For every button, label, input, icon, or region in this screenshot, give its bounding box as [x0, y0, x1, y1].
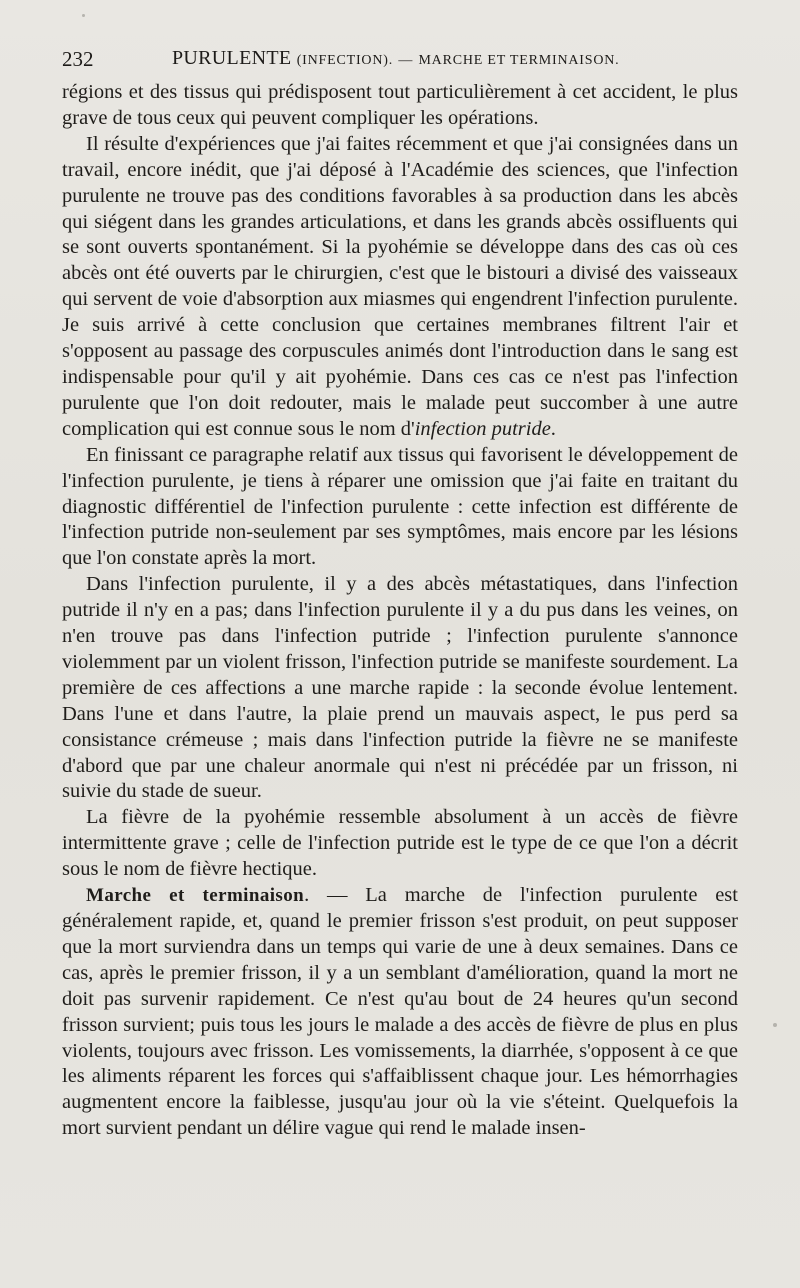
paragraph-text: .: [550, 417, 556, 440]
paragraph: [62, 572, 738, 805]
paragraph-text: . — La marche de l'infection purulente est généralement rapide, et, quand le premier frisson s'est produit, on peut supposer que la mort surviendra dans un temps qui varie de une à deux semaines. Dans ce cas, après le premier frisson, il y a un semblant d'amélioration, quand la mort ne doit pas survenir rapidement. Ce n'est qu'au bout de 24 heures qu'un second frisson survient; puis tous les jours le malade a des accès de fièvre de plus en plus violents, toujours avec frisson. Les vomissements, la diarrhée, s'opposent à ce que les aliments réparent les forces qui s'affaiblissent chaque jour. Les hémorrhagies augmentent encore la faiblesse, jusqu'au jour où la vie s'éteint. Quelquefois la mort survient pendant un délire vague qui rend le malade insen-: [62, 884, 738, 1140]
paragraph: [62, 132, 738, 443]
body-text: [62, 80, 738, 1142]
running-title-paren: (INFECTION).: [296, 53, 393, 68]
italic-term: infection putride: [414, 417, 551, 440]
paper-speck: [82, 14, 85, 17]
running-title-dash: —: [398, 53, 414, 68]
paragraph-text: Dans l'infection purulente, il y a des abcès métastatiques, dans l'infection putride il n'y en a pas; dans l'infection purulente il y a du pus dans les veines, on n'en trouve pas dans l'infection putride ; l'infection purulente s'annonce violemment par un violent frisson, l'infection putride se manifeste sourdement. La première de ces affections a une marche rapide : la seconde évolue lentement. Dans l'une et dans l'autre, la plaie prend un mauvais aspect, le pus perd sa consistance crémeuse ; mais dans l'infection putride la fièvre ne se manifeste d'abord que par une chaleur anormale qui n'est ni précédée par un frisson, ni suivie du stade de sueur.: [62, 573, 738, 803]
section-run-in-heading: Marche et terminaison: [86, 885, 305, 907]
paragraph-text: Il résulte d'expériences que j'ai faites récemment et que j'ai consignées dans un travail, encore inédit, que j'ai déposé à l'Académie des sciences, que l'infection purulente ne trouve pas des conditions favorables à sa production dans les abcès qui siégent dans les grandes articulations, et dans les grands abcès ossifluents qui se sont ouverts spontanément. Si la pyohémie se développe dans des cas où ces abcès ont été ouverts par le chirurgien, c'est que le bistouri a divisé des vaisseaux qui servent de voie d'absorption aux miasmes qui engendrent l'infection purulente. Je suis arrivé à cette conclusion que certaines membranes filtrent l'air et s'opposent au passage des corpuscules animés dont l'introduction dans le sang est indispensable pour qu'il y ait pyohémie. Dans ces cas ce n'est pas l'infection purulente que l'on doit redouter, mais le malade peut succomber à une autre complication qui est connue sous le nom d': [62, 132, 738, 440]
paragraph: [62, 883, 738, 1142]
page-number: 232: [62, 47, 94, 71]
paragraph-text: La fièvre de la pyohémie ressemble absolument à un accès de fièvre intermittente grave ; celle de l'infection putride est le type de ce que l'on a décrit sous le nom de fièvre hectique.: [62, 806, 738, 881]
paragraph: [62, 80, 738, 132]
paragraph-text: En finissant ce paragraphe relatif aux tissus qui favorisent le développement de l'infection purulente, je tiens à réparer une omission que j'ai faite en traitant du diagnostic différentiel de l'infection purulente : cette infection est différente de l'infection putride non-seulement par ses symptômes, mais encore par les lésions que l'on constate après la mort.: [62, 443, 738, 570]
running-title-main: PURULENTE: [172, 47, 292, 69]
running-title-section: MARCHE ET TERMINAISON.: [418, 53, 620, 68]
paragraph-text: régions et des tissus qui prédisposent tout particulièrement à cet accident, le plus grave de tous ceux qui peuvent compliquer les opérations.: [62, 81, 738, 129]
paragraph: [62, 443, 738, 573]
running-header: [62, 47, 738, 75]
paper-speck: [773, 1023, 777, 1027]
running-title: [172, 47, 619, 70]
paragraph: [62, 805, 738, 883]
